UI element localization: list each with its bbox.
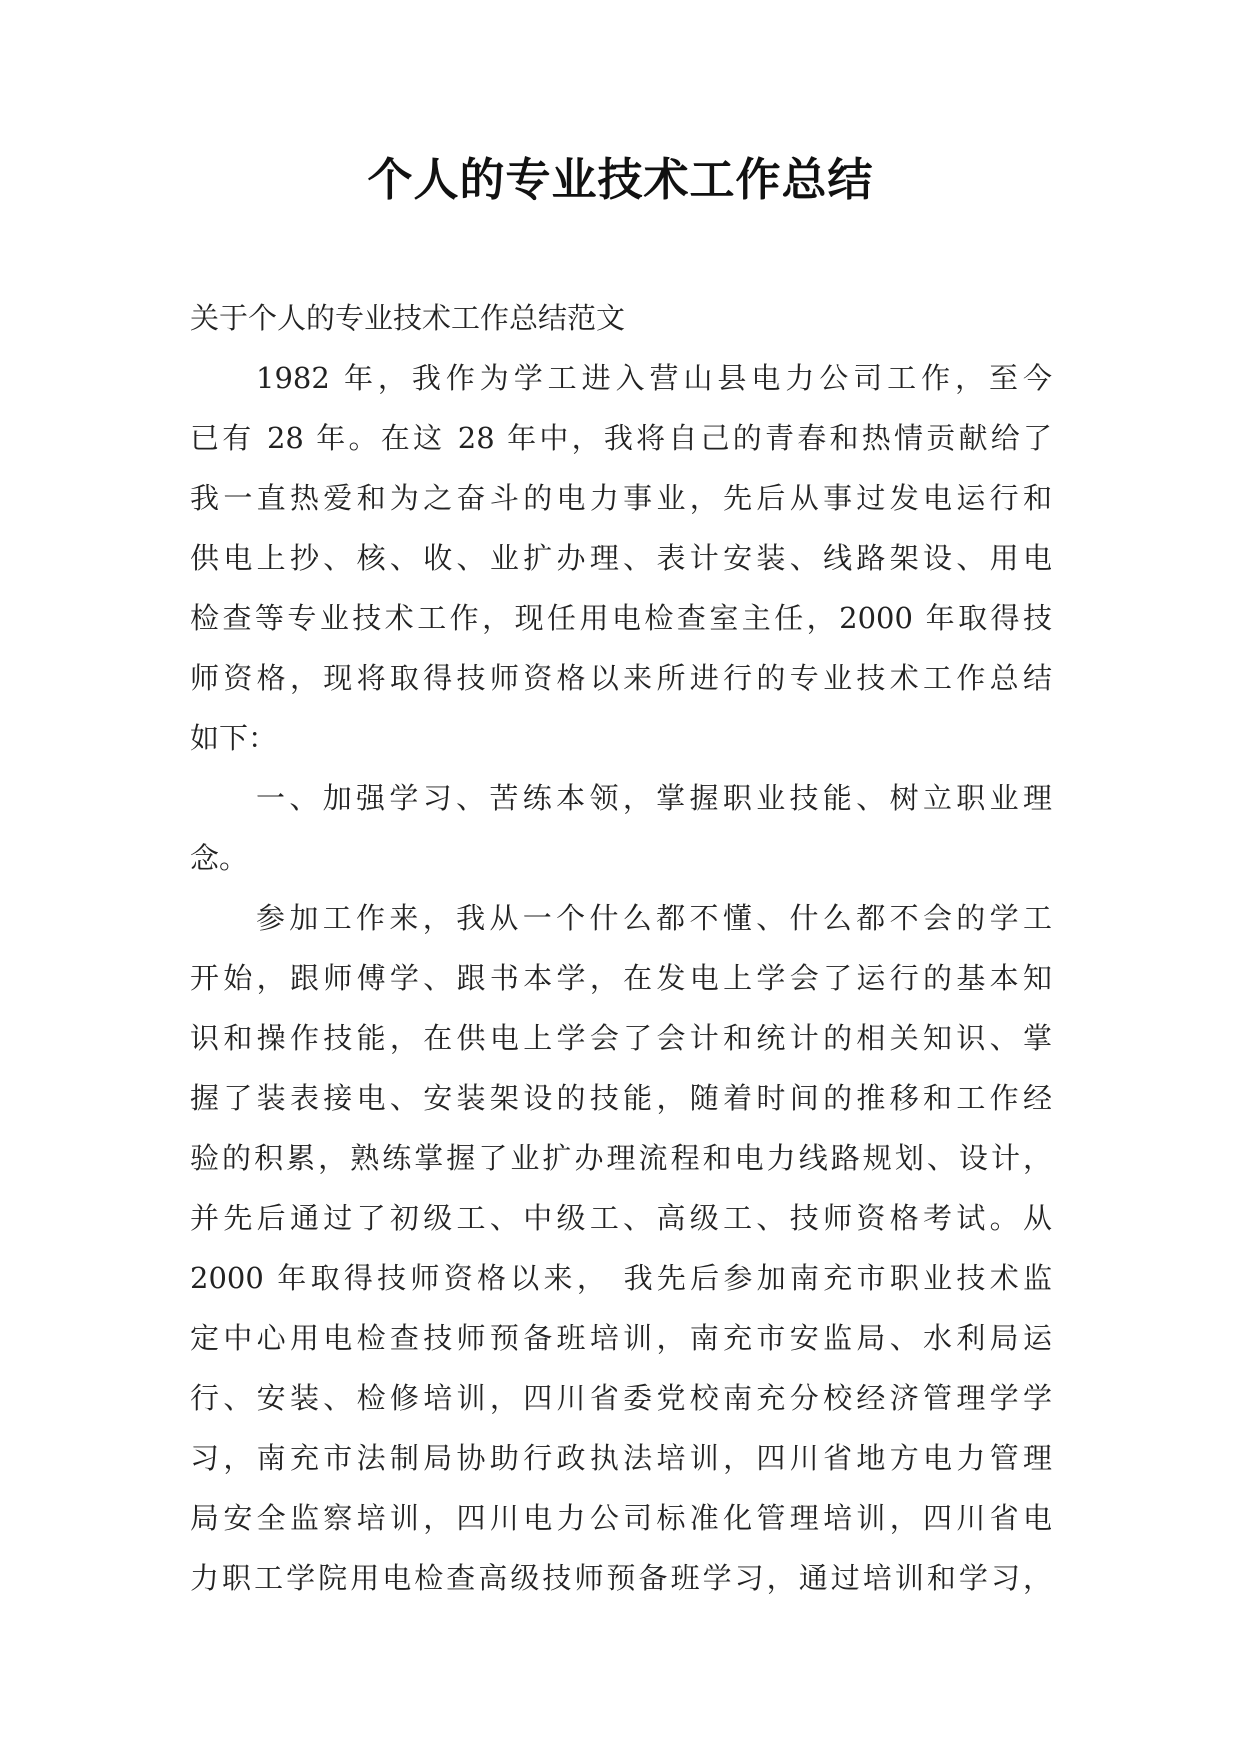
paragraph-line: 识和操作技能，在供电上学会了会计和统计的相关知识、掌: [190, 1021, 1052, 1055]
paragraph-line: 供电上抄、核、收、业扩办理、表计安装、线路架设、用电: [190, 541, 1052, 575]
paragraph-line: 并先后通过了初级工、中级工、高级工、技师资格考试。从: [190, 1201, 1052, 1235]
paragraph-line: 握了装表接电、安装架设的技能，随着时间的推移和工作经: [190, 1081, 1052, 1115]
paragraph-line: 我一直热爱和为之奋斗的电力事业，先后从事过发电运行和: [190, 481, 1052, 515]
document-title: 个人的专业技术工作总结: [367, 153, 874, 206]
paragraph-line: 局安全监察培训，四川电力公司标准化管理培训，四川省电: [190, 1501, 1052, 1535]
paragraph-line: 定中心用电检查技师预备班培训，南充市安监局、水利局运: [190, 1321, 1052, 1355]
section-heading-line: 念。: [190, 841, 249, 875]
paragraph-line: 参加工作来，我从一个什么都不懂、什么都不会的学工: [256, 901, 1052, 935]
paragraph-line: 力职工学院用电检查高级技师预备班学习，通过培训和学习，: [190, 1561, 1052, 1595]
paragraph-line: 行、安装、检修培训，四川省委党校南充分校经济管理学学: [190, 1381, 1052, 1415]
paragraph-line: 1982 年，我作为学工进入营山县电力公司工作，至今: [256, 361, 1052, 395]
paragraph-line: 已有 28 年。在这 28 年中，我将自己的青春和热情贡献给了: [190, 421, 1052, 455]
subtitle-line: 关于个人的专业技术工作总结范文: [190, 301, 626, 335]
paragraph-line: 开始，跟师傅学、跟书本学，在发电上学会了运行的基本知: [190, 961, 1052, 995]
paragraph-line: 师资格，现将取得技师资格以来所进行的专业技术工作总结: [190, 661, 1052, 695]
document-body: [190, 288, 1052, 1608]
paragraph-line: 检查等专业技术工作，现任用电检查室主任，2000 年取得技: [190, 601, 1052, 635]
paragraph-line: 如下：: [190, 721, 278, 755]
paragraph-line: 2000 年取得技师资格以来， 我先后参加南充市职业技术监: [190, 1261, 1052, 1295]
paragraph-line: 习，南充市法制局协助行政执法培训，四川省地方电力管理: [190, 1441, 1052, 1475]
paragraph-line: 验的积累，熟练掌握了业扩办理流程和电力线路规划、设计，: [190, 1141, 1052, 1175]
section-heading-line: 一、加强学习、苦练本领，掌握职业技能、树立职业理: [256, 781, 1052, 815]
